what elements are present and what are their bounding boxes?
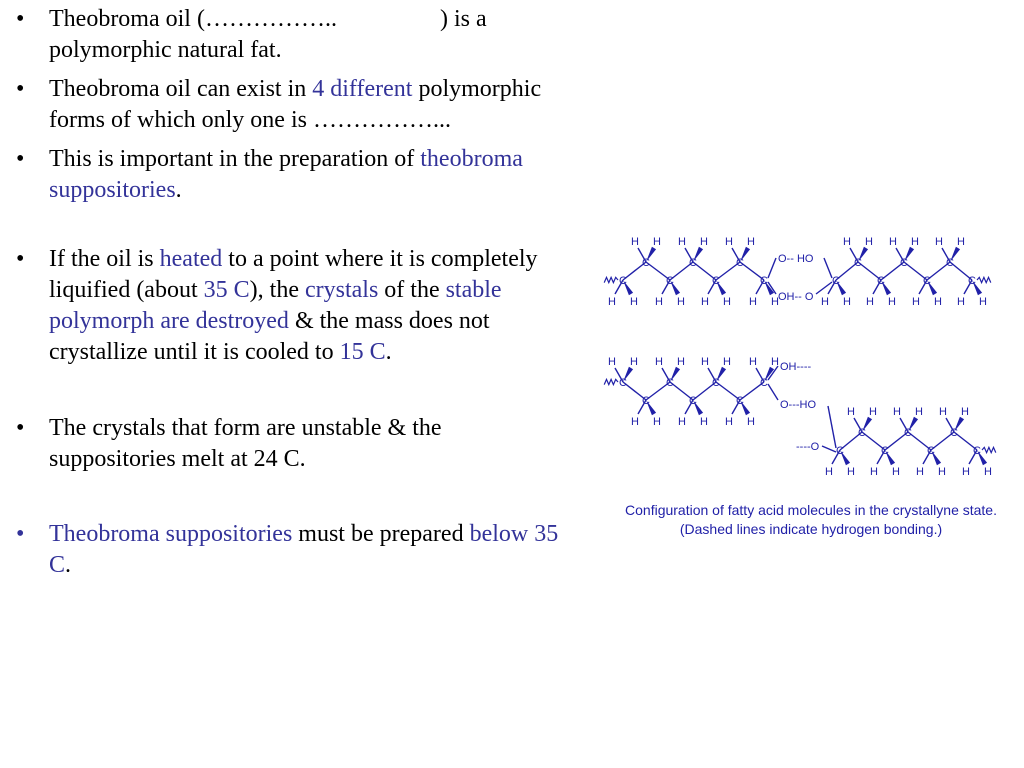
bullet-text: The crystals that form are unstable & the suppositories melt at 24 C. [49,415,442,472]
carbon-atom: C [642,395,650,407]
h-bond-label: OH---- [780,361,812,373]
carbon-atom: C [950,427,958,439]
hydrogen-atom: H [847,466,855,478]
bullet-text: Theobroma oil can exist in [49,76,313,102]
bullet-unstable-crystals [0,413,560,475]
bullet-text: must be prepared [292,521,470,547]
hydrogen-atom: H [749,296,757,308]
hydrogen-atom: H [653,416,661,428]
carbon-atom: C [619,377,627,389]
hydrogen-atom: H [866,296,874,308]
chain-continuation [604,379,618,384]
bullet-text: . [385,339,392,365]
hydrogen-atom: H [961,406,969,418]
hydrogen-atom: H [915,406,923,418]
hydrogen-atom: H [962,466,970,478]
hydrogen-atom: H [771,296,779,308]
hydrogen-atom: H [725,236,733,248]
bullet-text: ), the [249,277,305,303]
hydrogen-atom: H [935,236,943,248]
carbon-atom: C [854,257,862,269]
carbon-atom: C [736,257,744,269]
hydrogen-atom: H [821,296,829,308]
hydrogen-atom: H [889,236,897,248]
carbon-atom: C [946,257,954,269]
bullet-preparation-temp [0,519,560,581]
carbon-atom: C [900,257,908,269]
carboxyl-bond [768,384,778,400]
h-bond-label: OH-- O [778,291,814,303]
hydrogen-atom: H [701,356,709,368]
hydrogen-atom: H [984,466,992,478]
hydrogen-atom: H [631,236,639,248]
bullet-text: ) is a polymorphic natural fat. [49,6,487,63]
carbon-atom: C [689,257,697,269]
highlight-text: 35 C [203,277,250,303]
highlight-text: 15 C [339,339,386,365]
highlight-text: crystals [304,277,379,303]
bullet-list [0,4,560,581]
hydrogen-atom: H [825,466,833,478]
h-bond-label: ----O [796,441,820,453]
highlight-text: stable polymorph are destroyed [49,277,502,334]
hydrogen-atom: H [723,296,731,308]
hydrogen-atom: H [608,296,616,308]
bullet-marker: • [16,76,25,102]
hydrogen-atom: H [678,416,686,428]
carbon-atom: C [689,395,697,407]
carbon-atom: C [968,275,976,287]
carbon-atom: C [666,275,674,287]
hydrogen-atom: H [957,296,965,308]
highlight-text: below 35 C [49,521,559,578]
carbon-atom: C [858,427,866,439]
carbon-atom: C [973,445,981,457]
carbon-atom: C [666,377,674,389]
bullet-text: If the oil is [49,246,160,272]
carbon-atom: C [877,275,885,287]
hydrogen-atom: H [677,296,685,308]
hydrogen-atom: H [934,296,942,308]
bullet-four-forms [0,74,560,136]
bullet-preparation [0,144,560,206]
chain-continuation [977,277,991,282]
hydrogen-atom: H [892,466,900,478]
hydrogen-atom: H [771,356,779,368]
chain-continuation [982,447,996,452]
carbon-atom: C [712,275,720,287]
bullet-text: polymorphic forms of which only one is ……………... [49,76,542,133]
h-bond-label: O-- HO [778,253,814,265]
hydrogen-atom: H [655,296,663,308]
hydrogen-atom: H [870,466,878,478]
chain-continuation [604,277,618,282]
bullet-polymorphic-fat [0,4,560,66]
bullet-marker: • [16,6,25,32]
hydrogen-atom: H [747,236,755,248]
hydrogen-atom: H [912,296,920,308]
hydrogen-atom: H [869,406,877,418]
carbon-atom: C [832,275,840,287]
carbon-atom: C [736,395,744,407]
carbon-atom: C [619,275,627,287]
bullet-text: of the [378,277,446,303]
molecule-layer [604,236,996,478]
carboxyl-bond [824,258,832,278]
hydrogen-atom: H [653,236,661,248]
diagram-caption [596,501,1024,539]
fatty-acid-diagram [596,228,1016,478]
hydrogen-atom: H [723,356,731,368]
h-bond-label: O---HO [780,399,817,411]
hydrogen-atom: H [938,466,946,478]
bullet-text: & the mass does not crystallize until it is cooled to [49,308,490,365]
hydrogen-atom: H [700,416,708,428]
hydrogen-atom: H [701,296,709,308]
carbon-atom: C [927,445,935,457]
bullet-text: . [175,177,182,203]
hydrogen-atom: H [843,236,851,248]
hydrogen-atom: H [957,236,965,248]
bullet-text: Theobroma oil (…………….. [49,6,337,32]
hydrogen-atom: H [630,296,638,308]
carbon-atom: C [712,377,720,389]
hydrogen-atom: H [911,236,919,248]
hydrogen-atom: H [631,416,639,428]
hydrogen-atom: H [916,466,924,478]
hydrogen-atom: H [939,406,947,418]
hydrogen-atom: H [677,356,685,368]
bullet-marker: • [16,415,25,441]
hydrogen-atom: H [630,356,638,368]
carbonyl-bond [768,258,776,278]
hydrogen-atom: H [979,296,987,308]
carbon-atom: C [881,445,889,457]
carbon-atom: C [760,377,768,389]
highlight-text: Theobroma suppositories [49,521,293,547]
hydrogen-atom: H [608,356,616,368]
bullet-text: to a point where it is completely liquified (about [49,246,538,303]
hydrogen-atom: H [847,406,855,418]
bullet-marker: • [16,246,25,272]
hydrogen-atom: H [893,406,901,418]
carbon-atom: C [836,445,844,457]
carboxyl-bond [828,406,836,448]
hydrogen-atom: H [888,296,896,308]
carboxyl-bond [822,446,836,452]
caption-line-2: (Dashed lines indicate hydrogen bonding.) [679,521,943,537]
hydrogen-atom: H [700,236,708,248]
highlight-text: 4 different [312,76,413,102]
hydrogen-atom: H [725,416,733,428]
hydrogen-atom: H [843,296,851,308]
carbon-atom: C [760,275,768,287]
hydrogen-atom: H [678,236,686,248]
hydrogen-atom: H [865,236,873,248]
carbon-atom: C [904,427,912,439]
hydrogen-atom: H [749,356,757,368]
bullet-marker: • [16,146,25,172]
highlight-text: heated [159,246,223,272]
bullet-marker: • [16,521,25,547]
highlight-text: theobroma suppositories [49,146,523,203]
bullet-heating [0,244,560,368]
hydrogen-atom: H [747,416,755,428]
bullet-text: This is important in the preparation of [49,146,421,172]
carbon-atom: C [642,257,650,269]
bullet-text: . [65,552,72,578]
carbon-atom: C [923,275,931,287]
hydrogen-atom: H [655,356,663,368]
caption-line-1: Configuration of fatty acid molecules in the crystallyne state. [625,502,997,518]
